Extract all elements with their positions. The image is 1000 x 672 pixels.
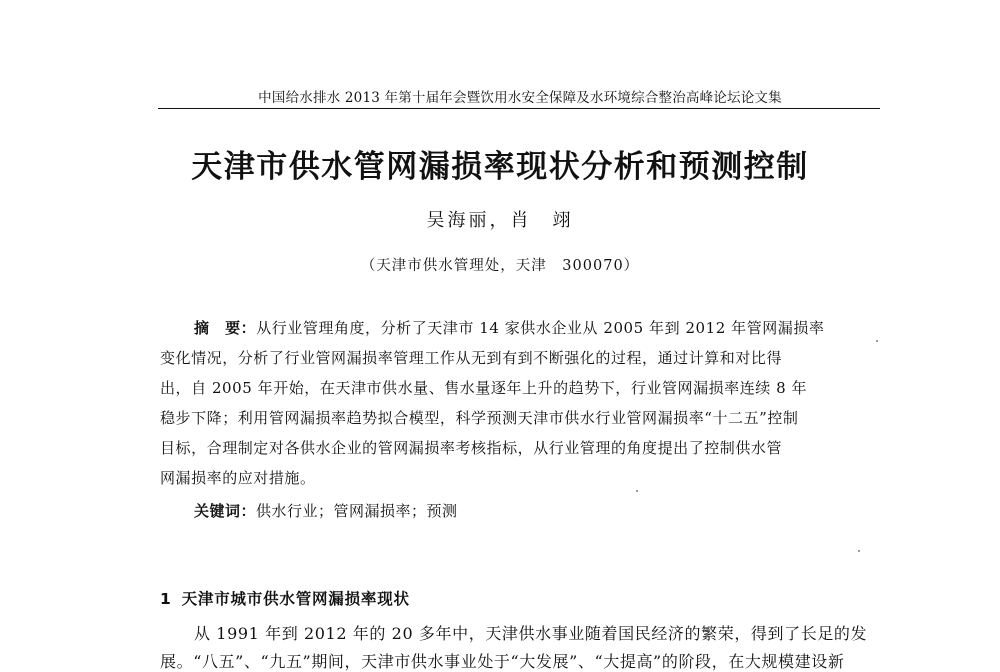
abstract-line: 目标，合理制定对各供水企业的管网漏损率考核指标，从行业管理的角度提出了控制供水管 <box>160 439 783 457</box>
keywords-label: 关键词： <box>194 502 257 520</box>
abstract-line: 网漏损率的应对措施。 <box>160 469 316 487</box>
section-heading <box>160 589 410 609</box>
abstract-line: 出，自 2005 年开始，在天津市供水量、售水量逐年上升的趋势下，行业管网漏损率连续 8 年 <box>160 379 808 397</box>
abstract-line: 稳步下降；利用管网漏损率趋势拟合模型，科学预测天津市供水行业管网漏损率“十二五”控制 <box>160 409 799 427</box>
paper-title: 天津市供水管网漏损率现状分析和预测控制 <box>191 149 809 185</box>
abstract-label: 摘 要： <box>194 319 257 337</box>
body-line: 从 1991 年到 2012 年的 20 多年中，天津供水事业随着国民经济的繁荣，得到了长足的发 <box>194 624 868 643</box>
running-header: 中国给水排水 2013 年第十届年会暨饮用水安全保障及水环境综合整治高峰论坛论文集 <box>258 90 782 106</box>
abstract-line <box>160 318 880 338</box>
abstract-line: 变化情况，分析了行业管网漏损率管理工作从无到有到不断强化的过程，通过计算和对比得 <box>160 349 783 367</box>
section-title: 天津市城市供水管网漏损率现状 <box>181 589 410 608</box>
section-number: 1 <box>160 590 172 608</box>
keywords-text: 供水行业；管网漏损率；预测 <box>256 502 458 520</box>
body-line: 展。“八五”、“九五”期间，天津市供水事业处于“大发展”、“大提高”的阶段，在大规模建设新 <box>160 652 845 671</box>
authors: 吴海丽，肖 翊 <box>426 210 574 231</box>
keywords <box>194 501 458 521</box>
scan-speck <box>858 550 860 552</box>
header-rule <box>158 108 880 109</box>
abstract-line-text: 从行业管理角度，分析了天津市 14 家供水企业从 2005 年到 2012 年管网漏损率 <box>256 319 825 337</box>
affiliation: （天津市供水管理处，天津 300070） <box>360 258 640 274</box>
scan-speck <box>876 340 878 342</box>
scan-speck <box>636 490 638 492</box>
